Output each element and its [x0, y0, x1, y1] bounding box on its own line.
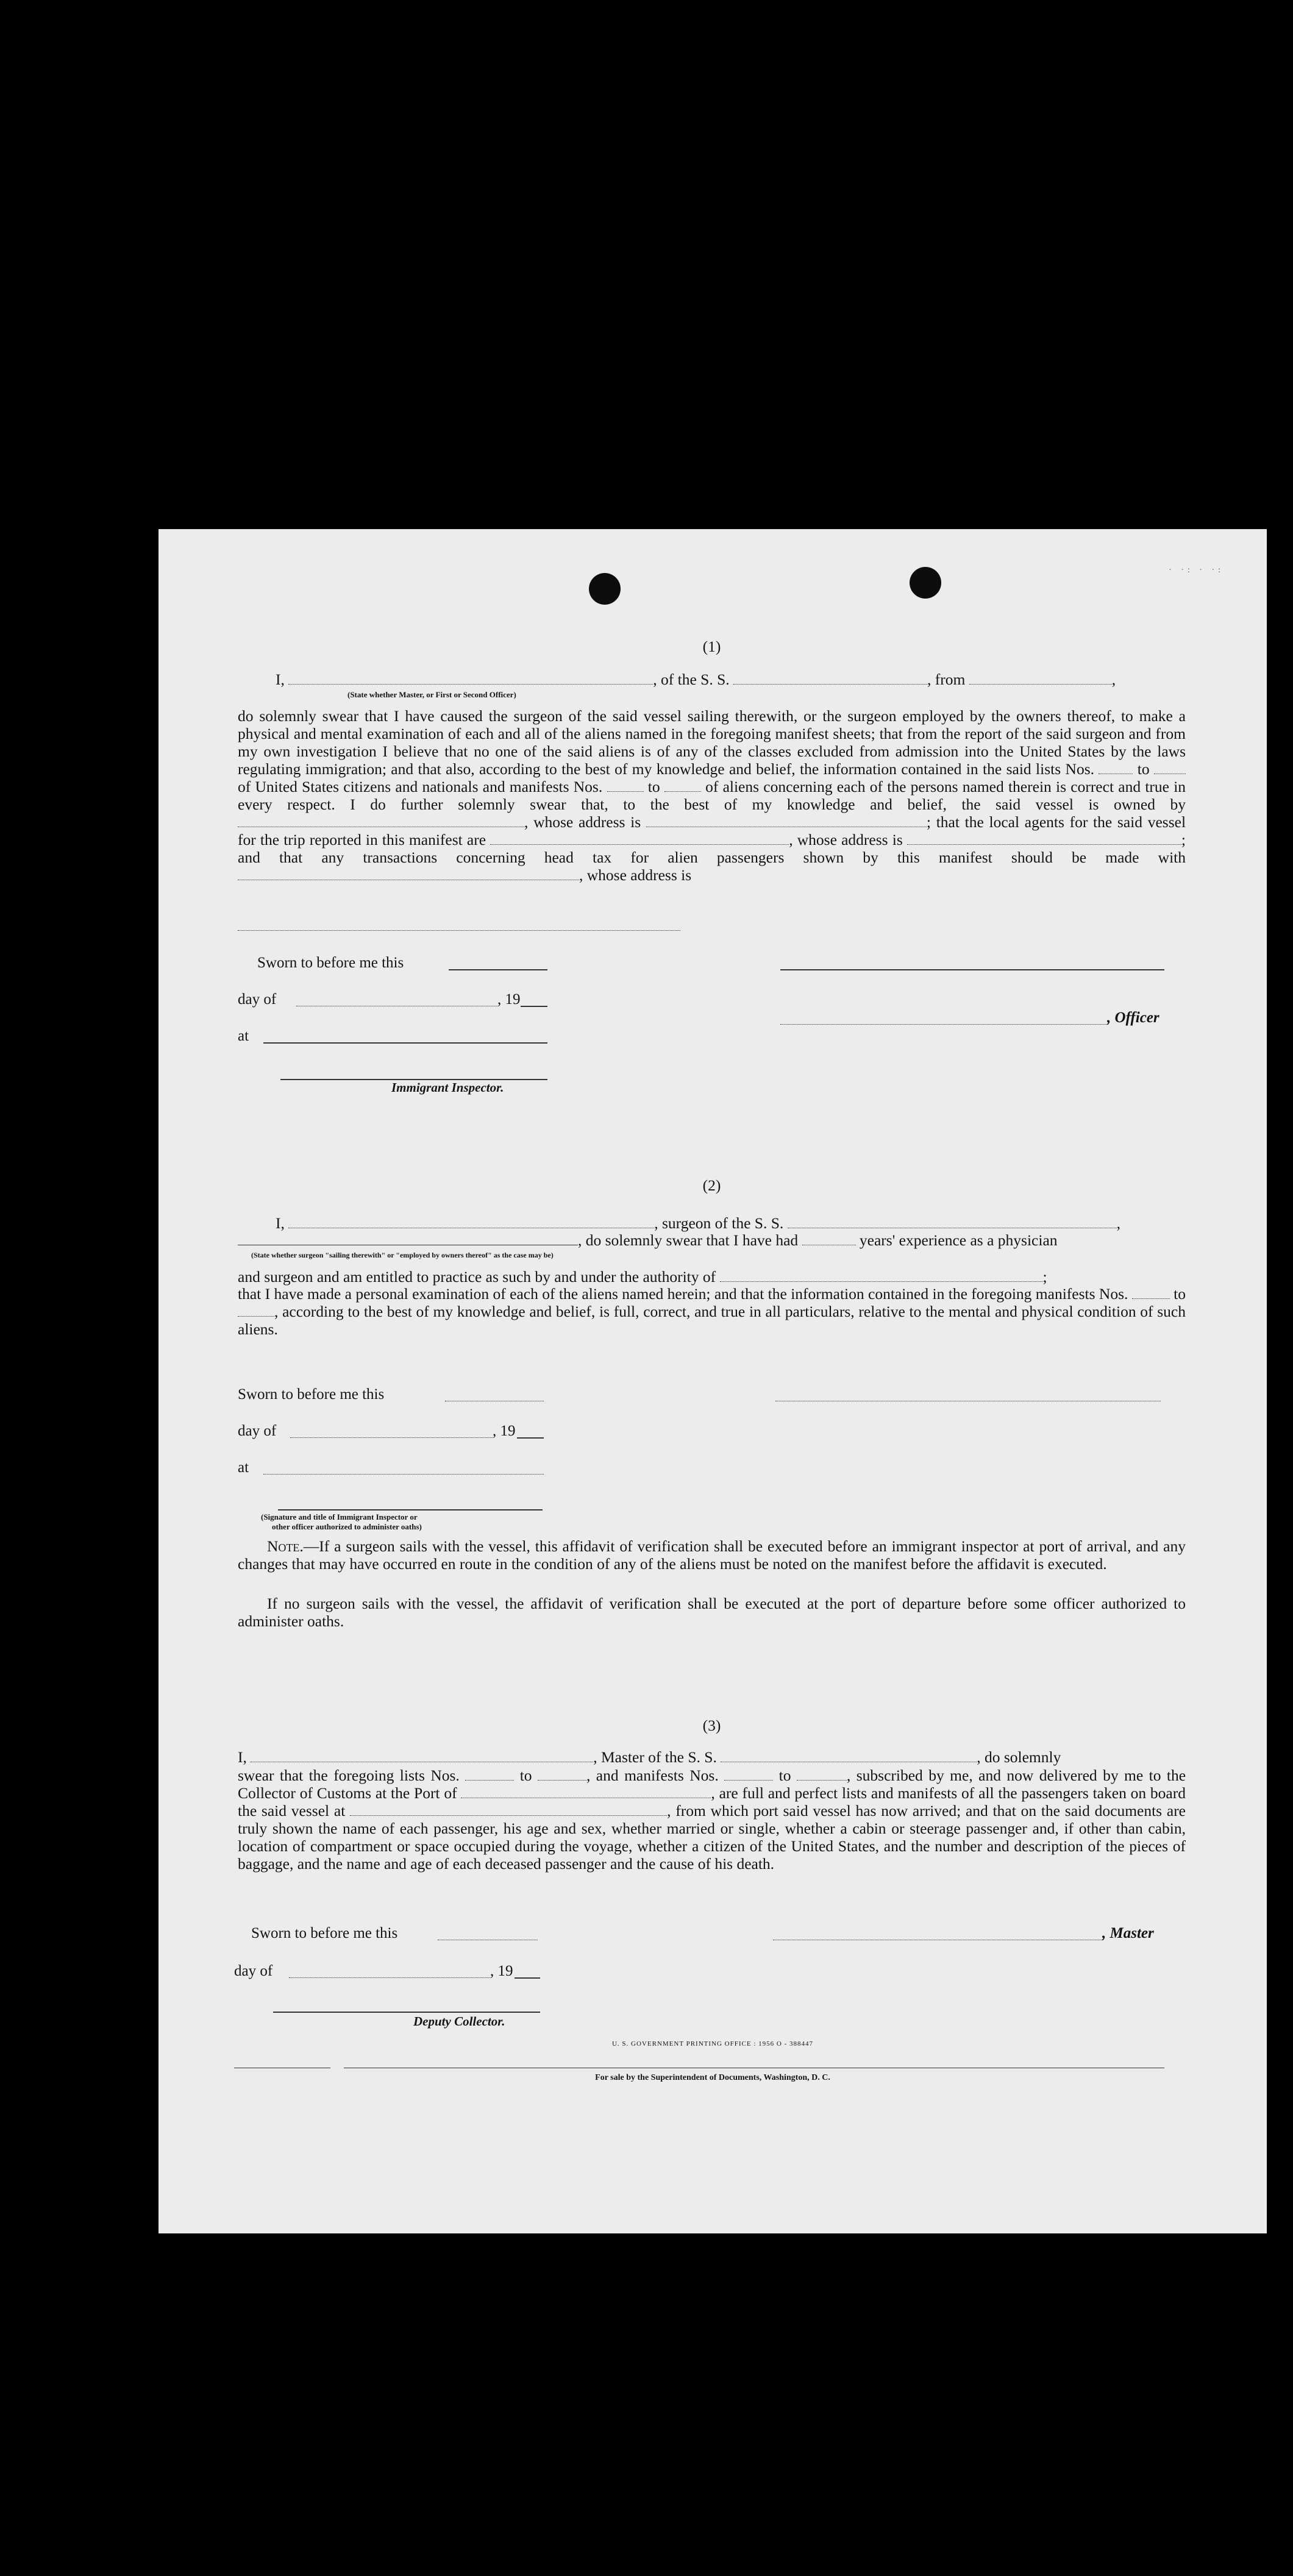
- port-blank[interactable]: [461, 1785, 711, 1798]
- section2-note: [238, 1537, 1186, 1573]
- text: do solemnly swear that I have caused the surgeon of the said vessel sailing therewith, or the surgeon employed by the owners thereof, to make a physical and mental examination of each and all of the aliens named in the foregoing manifest sheets; that from the report of the said surgeon and from my own investigation I believe that no one of the said aliens is of any of the classes excluded from admission into the United States by the laws regulating immigration; and that also, according to the best of my knowledge and belief, the information contained in the said lists Nos.: [238, 707, 1186, 778]
- section1-day-label: day of: [238, 991, 277, 1008]
- agents-address-blank[interactable]: [907, 832, 1181, 845]
- section2-line2: [238, 1231, 1186, 1249]
- section3-number: (3): [702, 1717, 721, 1734]
- text: , and manifests Nos.: [586, 1767, 719, 1784]
- text: whose address is: [797, 831, 903, 849]
- label-of-ss: , of the S. S.: [653, 671, 730, 688]
- vessel-name-blank[interactable]: [733, 672, 927, 685]
- section2-sig-note-1: (Signature and title of Immigrant Inspector or: [261, 1512, 418, 1521]
- scan-specks: · ·: · ·:: [1169, 566, 1224, 575]
- section1-at-blank[interactable]: [263, 1042, 547, 1044]
- text: , do solemnly: [977, 1748, 1061, 1766]
- owner-address-blank[interactable]: [646, 814, 927, 827]
- text: of aliens concerning each of the persons named therein is correct and true in every respect. I do further solemnly swear that, to the best of my knowledge and belief, the said vessel is owned by: [238, 778, 1186, 813]
- text: to: [519, 1767, 532, 1784]
- section1-sworn-label: Sworn to before me this: [257, 955, 404, 971]
- section1-officer-label: , Officer: [1107, 1009, 1159, 1026]
- section2-vessel-blank[interactable]: [788, 1215, 1117, 1228]
- master-name-blank[interactable]: [251, 1749, 593, 1762]
- from-port-blank[interactable]: [969, 672, 1112, 685]
- section1-at-label: at: [238, 1028, 249, 1044]
- form-page: [159, 529, 1267, 2233]
- authority-blank[interactable]: [720, 1269, 1043, 1282]
- section2-day-label: day of: [238, 1423, 277, 1439]
- section3-master-label: , Master: [1102, 1925, 1154, 1941]
- gpo-imprint: U. S. GOVERNMENT PRINTING OFFICE : 1956 O - 388447: [611, 2040, 813, 2048]
- pronoun: I,: [276, 671, 285, 688]
- punch-hole-right: [910, 567, 941, 599]
- section1-number: (1): [702, 638, 721, 655]
- text: , are full and perfect lists and manifests of all the passengers taken on board the said vessel at: [238, 1784, 1186, 1820]
- section2-at-blank[interactable]: [263, 1474, 544, 1475]
- text: to: [1137, 760, 1150, 778]
- text: ,: [789, 831, 793, 849]
- section2-body: [238, 1285, 1186, 1338]
- text: —If a surgeon sails with the vessel, this affidavit of verification shall be executed before an immigrant inspector at port of arrival, and any changes that may have occurred en route in the condition of any of the aliens must be noted on the manifest before the affidavit is executed.: [238, 1537, 1186, 1573]
- officer-name-blank[interactable]: [288, 672, 653, 685]
- section1-year-label: , 19: [497, 991, 521, 1008]
- label-from: , from: [927, 671, 966, 688]
- s3-manifests-from-blank[interactable]: [724, 1768, 773, 1781]
- sale-notice: For sale by the Superintendent of Documents, Washington, D. C.: [595, 2073, 830, 2082]
- section3-year-label: , 19: [490, 1963, 513, 1979]
- lists-from-blank[interactable]: [1099, 761, 1133, 774]
- years-blank[interactable]: [802, 1233, 856, 1245]
- section1-signature-line[interactable]: [780, 969, 1164, 970]
- text: ; and that any transactions concerning head tax for alien passengers shown by this manifest should be made with: [238, 831, 1186, 866]
- owner-blank[interactable]: [238, 814, 524, 827]
- section2-sig-note-2: other officer authorized to administer oaths): [272, 1522, 422, 1531]
- section2-number: (2): [702, 1176, 721, 1194]
- manifests-to-blank[interactable]: [664, 779, 701, 792]
- section3-opening-line: [238, 1748, 1186, 1766]
- text: to: [1174, 1285, 1186, 1303]
- text: swear that the foregoing lists Nos.: [238, 1767, 460, 1784]
- pronoun: I,: [276, 1214, 285, 1232]
- s3-lists-to-blank[interactable]: [538, 1768, 586, 1781]
- text: that I have made a personal examination of each of the aliens named herein; and that the information contained in the foregoing manifests Nos.: [238, 1285, 1128, 1303]
- section3-collector-label: Deputy Collector.: [413, 2014, 505, 2029]
- text: years' experience as a physician: [859, 1231, 1058, 1249]
- section2-at-label: at: [238, 1459, 249, 1476]
- section3-year-blank[interactable]: [515, 1977, 540, 1979]
- section1-inspector-label: Immigrant Inspector.: [391, 1080, 504, 1095]
- text: of United States citizens and nationals and manifests Nos.: [238, 778, 603, 795]
- punct: ;: [1042, 1268, 1047, 1286]
- punch-hole-left: [589, 573, 621, 605]
- section1-officer-line[interactable]: [780, 1024, 1108, 1025]
- section1-officer-note: (State whether Master, or First or Second Officer): [347, 690, 516, 699]
- text: ;: [926, 813, 931, 831]
- section3-day-blank[interactable]: [289, 1977, 490, 1978]
- section1-year-blank[interactable]: [521, 1006, 547, 1007]
- section2-year-label: , 19: [493, 1423, 516, 1439]
- section2-inspector-line[interactable]: [278, 1509, 543, 1510]
- text: to: [647, 778, 660, 795]
- section3-vessel-blank[interactable]: [721, 1749, 977, 1762]
- section3-body: [238, 1767, 1186, 1873]
- text: , from which port said vessel has now arrived; and that on the said documents are truly shown the name of each passenger, his age and sex, whether married or single, whether a cabin or steerage passenger and, if other than cabin, location of compartment or space occupied during the voyage, whether a citizen of the United States, and the number and description of the pieces of baggage, and the name and age of each deceased passenger and the cause of his death.: [238, 1802, 1186, 1873]
- head-tax-address-blank[interactable]: [238, 930, 680, 931]
- section1-body: [238, 707, 1186, 884]
- section1-opening-line: [276, 671, 1224, 688]
- section3-collector-line[interactable]: [273, 2012, 540, 2013]
- s3-lists-from-blank[interactable]: [465, 1768, 514, 1781]
- text: , surgeon of the S. S.: [654, 1214, 784, 1232]
- section3-day-label: day of: [234, 1963, 273, 1979]
- pronoun: I,: [238, 1748, 247, 1766]
- surgeon-name-blank[interactable]: [288, 1215, 654, 1228]
- head-tax-party-blank[interactable]: [238, 867, 579, 880]
- section2-note-2: If no surgeon sails with the vessel, the affidavit of verification shall be executed at the port of departure before some officer authorized to administer oaths.: [238, 1595, 1186, 1630]
- s2-manifests-from-blank[interactable]: [1132, 1286, 1170, 1299]
- text: , Master of the S. S.: [593, 1748, 717, 1766]
- s2-manifests-to-blank[interactable]: [238, 1304, 274, 1317]
- section1-sworn-blank[interactable]: [449, 969, 547, 970]
- text: , whose address is: [579, 866, 692, 884]
- boarded-at-blank[interactable]: [350, 1803, 667, 1816]
- section2-status-note: (State whether surgeon "sailing therewith" or "employed by owners thereof" as the case may be): [251, 1251, 554, 1259]
- text: that the local agents for the said vessel for the trip reported in this manifest are: [238, 813, 1186, 849]
- punct: ,: [1116, 1214, 1121, 1232]
- manifests-from-blank[interactable]: [607, 779, 644, 792]
- local-agents-blank[interactable]: [490, 832, 789, 845]
- text: , do solemnly swear that I have had: [578, 1231, 799, 1249]
- lists-to-blank[interactable]: [1154, 761, 1186, 774]
- section2-opening-line: [276, 1214, 1224, 1232]
- section2-authority-line: [238, 1268, 1186, 1286]
- text: , subscribed by me, and now delivered by me to the Collector of Customs at the Port of: [238, 1767, 1186, 1802]
- text: , whose address is: [524, 813, 641, 831]
- s3-manifests-to-blank[interactable]: [797, 1768, 847, 1781]
- note-label: Note.: [267, 1537, 304, 1555]
- punct: ,: [1111, 671, 1116, 688]
- section2-sworn-label: Sworn to before me this: [238, 1386, 385, 1403]
- text: , according to the best of my knowledge and belief, is full, correct, and true in all particulars, relative to the mental and physical condition of such aliens.: [238, 1303, 1186, 1338]
- section2-day-blank[interactable]: [290, 1437, 493, 1438]
- text: and surgeon and am entitled to practice as such by and under the authority of: [238, 1268, 716, 1286]
- section2-year-blank[interactable]: [517, 1437, 544, 1439]
- section3-sworn-label: Sworn to before me this: [251, 1925, 398, 1941]
- surgeon-status-blank[interactable]: [238, 1233, 578, 1245]
- text: to: [778, 1767, 791, 1784]
